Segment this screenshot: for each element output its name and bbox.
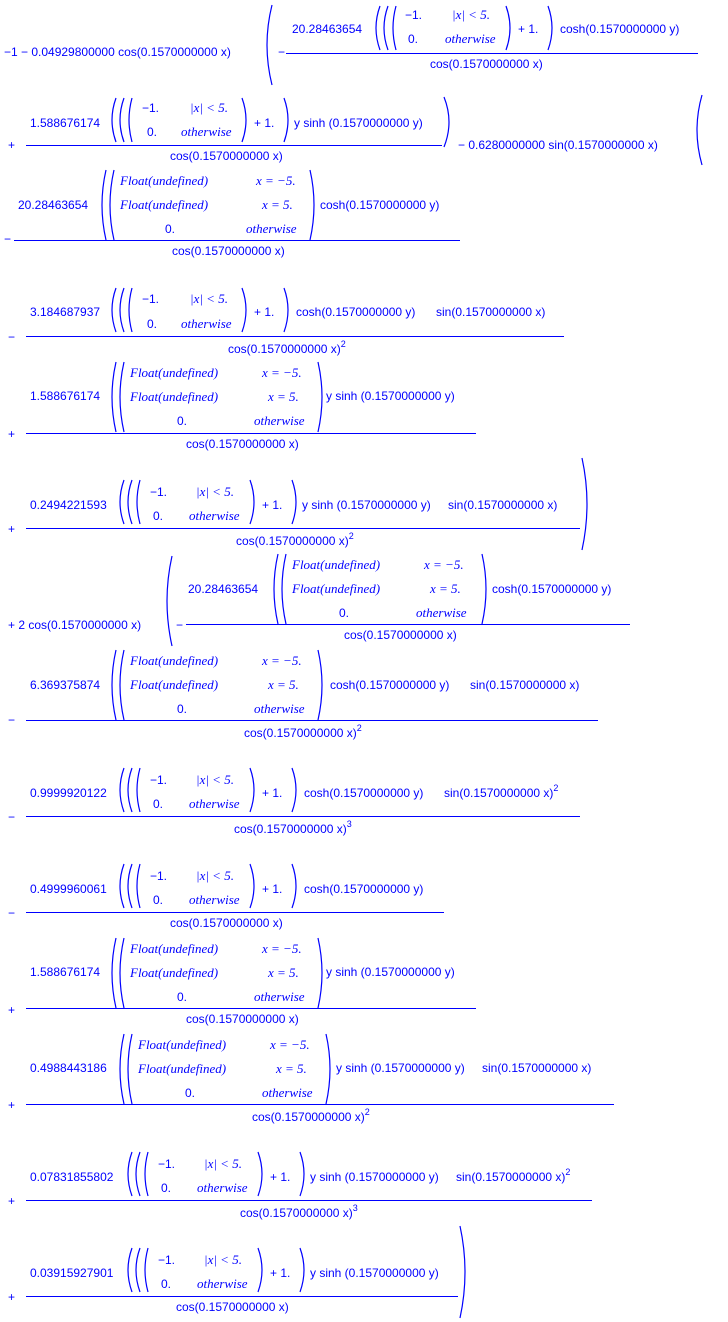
plus-one: + 1. (262, 882, 283, 896)
pw-value: −1. (150, 869, 168, 883)
denominator: cos(0.1570000000 x)$^2$ (252, 1107, 370, 1124)
sign-plus: + (8, 1098, 16, 1112)
coef-j: 0.9999920122 (30, 786, 107, 800)
paren-close (318, 938, 326, 1008)
minus-sin: − 0.6280000000 sin(0.1570000000 x) (458, 138, 658, 152)
coef-i: 6.369375874 (30, 678, 101, 692)
pw-cond: x = 5. (276, 1061, 307, 1076)
big-paren-close-3 (460, 1226, 470, 1318)
pw-cond: otherwise (181, 124, 232, 139)
y-sinh-y: y sinh (0.1570000000 y) (294, 116, 423, 130)
fraction-bar (26, 912, 444, 913)
fraction-bar (26, 433, 476, 434)
paren-group (116, 1034, 134, 1104)
big-paren-open-2 (692, 95, 704, 165)
sin-x-squared: sin(0.1570000000 x)$^2$ (444, 783, 559, 800)
paren-close (250, 480, 258, 524)
plus-one: + 1. (254, 116, 275, 130)
pw-cond: x = −5. (270, 1037, 310, 1052)
paren-group (108, 288, 138, 332)
paren-group (270, 554, 288, 624)
pw-value: Float(undefined) (120, 197, 209, 212)
two-cos: + 2 cos(0.1570000000 x) (8, 618, 142, 632)
plus-one: + 1. (262, 786, 283, 800)
pw-cond: |x| < 5. (196, 772, 234, 787)
paren-group (108, 938, 126, 1008)
pw-cond: otherwise (254, 413, 305, 428)
paren-close (258, 1152, 266, 1196)
denominator: cos(0.1570000000 x) (344, 628, 457, 642)
pw-cond: |x| < 5. (196, 484, 234, 499)
fraction-bar (26, 1104, 614, 1105)
denominator: cos(0.1570000000 x) (172, 244, 285, 258)
sin-x: sin(0.1570000000 x) (448, 498, 558, 512)
paren-close (482, 554, 490, 624)
coef-a: 20.28463654 (292, 22, 363, 36)
denominator: cos(0.1570000000 x)$^2$ (228, 339, 346, 356)
pw-cond: otherwise (197, 1276, 248, 1291)
fraction-bar (26, 816, 580, 817)
pw-value: Float(undefined) (130, 653, 219, 668)
sin-x: sin(0.1570000000 x) (436, 305, 546, 319)
denominator: cos(0.1570000000 x)$^3$ (234, 819, 352, 836)
sin-x: sin(0.1570000000 x) (482, 1061, 592, 1075)
sign-minus: − (8, 330, 16, 344)
plus-one: + 1. (254, 305, 275, 319)
pw-value: 0. (177, 990, 188, 1004)
pw-value: Float(undefined) (292, 557, 381, 572)
pw-cond: x = 5. (262, 197, 293, 212)
paren-group (116, 480, 146, 524)
pw-value: 0. (185, 1086, 196, 1100)
pw-value: 0. (147, 317, 158, 331)
sign-minus: − (4, 232, 12, 246)
y-sinh-y: y sinh (0.1570000000 y) (310, 1170, 439, 1184)
paren-group (124, 1152, 154, 1196)
sign-plus: + (8, 1194, 16, 1208)
coef-o: 0.03915927901 (30, 1266, 114, 1280)
coef-m: 0.4988443186 (30, 1061, 107, 1075)
pw-cond: x = −5. (262, 365, 302, 380)
cosh-y: cosh(0.1570000000 y) (330, 678, 450, 692)
denominator: cos(0.1570000000 x) (430, 57, 543, 71)
sign-plus: + (8, 1290, 16, 1304)
paren-close (284, 288, 292, 332)
coef-g: 0.2494221593 (30, 498, 107, 512)
y-sinh-y: y sinh (0.1570000000 y) (310, 1266, 439, 1280)
pw-value: Float(undefined) (138, 1037, 227, 1052)
sign-plus: + (8, 1003, 16, 1017)
coef-h: 20.28463654 (188, 582, 259, 596)
plus-one: + 1. (270, 1170, 291, 1184)
denominator: cos(0.1570000000 x)$^2$ (236, 531, 354, 548)
sign-minus: − (8, 810, 16, 824)
pw-value: −1. (150, 485, 168, 499)
pw-cond: x = −5. (424, 557, 464, 572)
pw-value: Float(undefined) (130, 677, 219, 692)
pw-value: Float(undefined) (130, 365, 219, 380)
big-paren-close-2 (582, 458, 592, 550)
paren-group (124, 1248, 154, 1292)
denominator: cos(0.1570000000 x)$^3$ (240, 1203, 358, 1220)
pw-cond: otherwise (189, 892, 240, 907)
pw-cond: |x| < 5. (196, 868, 234, 883)
y-sinh-y: y sinh (0.1570000000 y) (326, 965, 455, 979)
sign-minus: − (176, 618, 184, 632)
paren-group (372, 6, 402, 50)
denominator: cos(0.1570000000 x) (186, 1012, 299, 1026)
denominator: cos(0.1570000000 x) (176, 1300, 289, 1314)
big-paren-open-3 (162, 556, 174, 646)
cosh-y: cosh(0.1570000000 y) (304, 786, 424, 800)
denominator: cos(0.1570000000 x) (170, 916, 283, 930)
fraction-bar (26, 1296, 458, 1297)
sign-plus: + (8, 522, 16, 536)
pw-cond: x = 5. (268, 389, 299, 404)
pw-value: 0. (153, 893, 164, 907)
pw-value: −1. (142, 101, 160, 115)
first-line-prefix: −1 − 0.04929800000 cos(0.1570000000 x) (4, 45, 231, 59)
paren-close (318, 650, 326, 720)
pw-value: 0. (177, 414, 188, 428)
paren-close (250, 864, 258, 908)
cosh-y: cosh(0.1570000000 y) (320, 198, 440, 212)
pw-cond: |x| < 5. (190, 100, 228, 115)
paren-close (250, 768, 258, 812)
coef-b: 1.588676174 (30, 116, 101, 130)
paren-group (108, 98, 138, 142)
paren-close (548, 6, 556, 50)
coef-l: 1.588676174 (30, 965, 101, 979)
pw-cond: otherwise (197, 1180, 248, 1195)
paren-group (116, 768, 146, 812)
big-paren-open-1 (262, 5, 274, 85)
pw-value: 0. (408, 32, 419, 46)
paren-close (292, 768, 300, 812)
fraction-bar (26, 720, 598, 721)
paren-close (300, 1152, 308, 1196)
paren-close (258, 1248, 266, 1292)
y-sinh-y: y sinh (0.1570000000 y) (336, 1061, 465, 1075)
pw-cond: otherwise (254, 989, 305, 1004)
paren-close (326, 1034, 334, 1104)
pw-value: 0. (153, 797, 164, 811)
pw-cond: x = −5. (262, 653, 302, 668)
pw-cond: otherwise (189, 508, 240, 523)
paren-close (292, 864, 300, 908)
denominator: cos(0.1570000000 x) (170, 149, 283, 163)
pw-value: 0. (165, 222, 176, 236)
pw-cond: x = 5. (268, 677, 299, 692)
fraction-bar (286, 53, 698, 54)
sign-minus: − (278, 45, 286, 59)
paren-close (506, 6, 514, 50)
pw-value: 0. (177, 702, 188, 716)
plus-one: + 1. (518, 22, 539, 36)
paren-close (292, 480, 300, 524)
denominator: cos(0.1570000000 x) (186, 437, 299, 451)
pw-cond: x = −5. (262, 941, 302, 956)
pw-cond: |x| < 5. (452, 7, 490, 22)
pw-value: 0. (153, 509, 164, 523)
pw-value: Float(undefined) (130, 965, 219, 980)
coef-f: 1.588676174 (30, 389, 101, 403)
pw-cond: otherwise (254, 701, 305, 716)
paren-close (310, 170, 318, 240)
cosh-y: cosh(0.1570000000 y) (560, 22, 680, 36)
pw-cond: otherwise (181, 316, 232, 331)
paren-group (116, 864, 146, 908)
paren-group (98, 170, 116, 240)
fraction-bar (26, 1008, 476, 1009)
pw-cond: otherwise (189, 796, 240, 811)
pw-value: −1. (150, 773, 168, 787)
pw-value: −1. (405, 8, 423, 22)
pw-cond: x = −5. (256, 173, 296, 188)
pw-cond: otherwise (262, 1085, 313, 1100)
sign-minus: − (8, 713, 16, 727)
fraction-bar (26, 145, 442, 146)
pw-value: Float(undefined) (130, 941, 219, 956)
fraction-bar (26, 1200, 592, 1201)
pw-cond: x = 5. (430, 581, 461, 596)
paren-group (108, 650, 126, 720)
sin-x-squared: sin(0.1570000000 x)$^2$ (456, 1167, 571, 1184)
paren-close (242, 288, 250, 332)
sin-x: sin(0.1570000000 x) (470, 678, 580, 692)
pw-value: 0. (339, 606, 350, 620)
pw-value: Float(undefined) (120, 173, 209, 188)
pw-value: −1. (158, 1157, 176, 1171)
fraction-bar (186, 624, 630, 625)
plus-one: + 1. (262, 498, 283, 512)
sign-minus: − (8, 906, 16, 920)
pw-value: 0. (147, 125, 158, 139)
pw-value: −1. (158, 1253, 176, 1267)
fraction-bar (26, 336, 564, 337)
pw-value: Float(undefined) (292, 581, 381, 596)
fraction-bar (26, 528, 580, 529)
pw-value: Float(undefined) (130, 389, 219, 404)
pw-cond: |x| < 5. (190, 291, 228, 306)
cosh-y: cosh(0.1570000000 y) (304, 882, 424, 896)
y-sinh-y: y sinh (0.1570000000 y) (326, 389, 455, 403)
paren-close (318, 362, 326, 432)
big-paren-close-1 (444, 97, 454, 147)
pw-cond: otherwise (246, 221, 297, 236)
pw-value: 0. (161, 1277, 172, 1291)
sign-plus: + (8, 427, 16, 441)
cosh-y: cosh(0.1570000000 y) (296, 305, 416, 319)
pw-cond: otherwise (416, 605, 467, 620)
pw-cond: otherwise (445, 31, 496, 46)
coef-n: 0.07831855802 (30, 1170, 114, 1184)
cosh-y: cosh(0.1570000000 y) (492, 582, 612, 596)
y-sinh-y: y sinh (0.1570000000 y) (302, 498, 431, 512)
paren-group (108, 362, 126, 432)
coef-d: 20.28463654 (18, 198, 89, 212)
pw-value: 0. (161, 1181, 172, 1195)
coef-k: 0.4999960061 (30, 882, 107, 896)
paren-close (300, 1248, 308, 1292)
pw-cond: x = 5. (268, 965, 299, 980)
pw-cond: |x| < 5. (204, 1252, 242, 1267)
pw-value: Float(undefined) (138, 1061, 227, 1076)
paren-close (284, 98, 292, 142)
coef-e: 3.184687937 (30, 305, 101, 319)
denominator: cos(0.1570000000 x)$^2$ (244, 723, 362, 740)
fraction-bar (14, 240, 460, 241)
plus-one: + 1. (270, 1266, 291, 1280)
pw-value: −1. (142, 292, 160, 306)
pw-cond: |x| < 5. (204, 1156, 242, 1171)
sign-plus: + (8, 138, 16, 152)
paren-close (242, 98, 250, 142)
